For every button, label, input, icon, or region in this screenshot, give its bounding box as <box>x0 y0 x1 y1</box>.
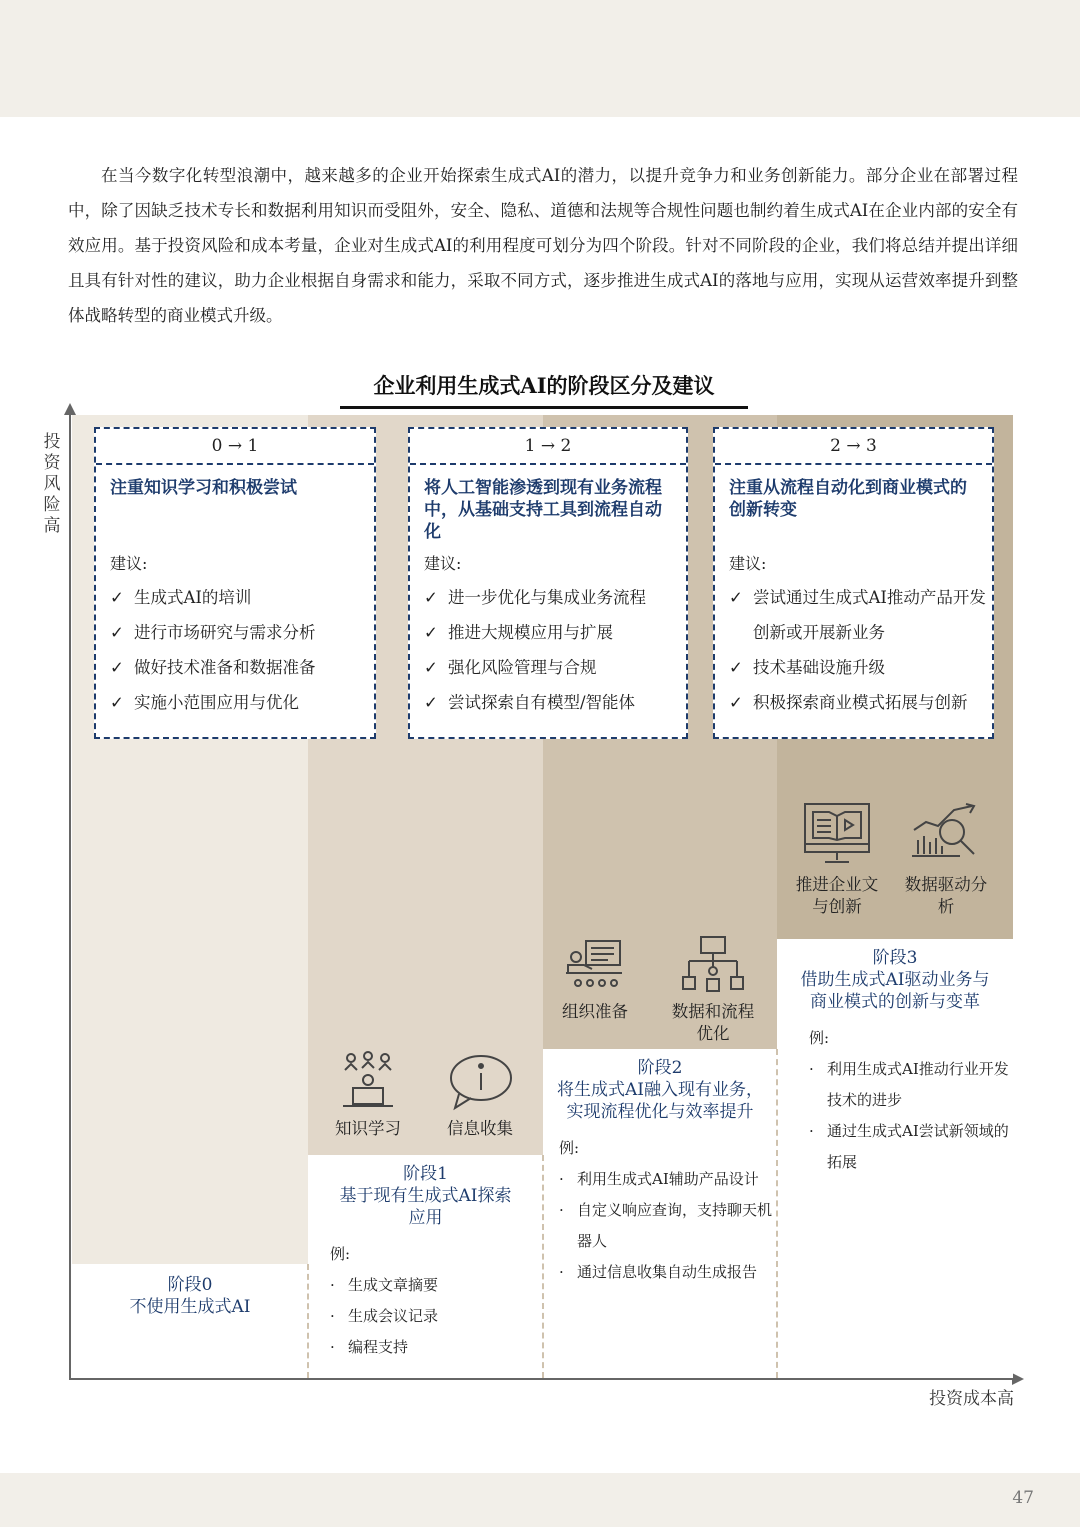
y-axis-label: 投资风险高 <box>43 432 61 536</box>
list-item: ✓ 尝试探索自有模型/智能体 <box>424 685 686 720</box>
recommendation-list <box>96 580 374 720</box>
info-bubble-icon <box>445 1050 515 1112</box>
example-label: 例: <box>809 1029 830 1047</box>
icon-label: 知识学习 <box>335 1119 401 1138</box>
list-item: ✓ 推进大规模应用与扩展 <box>424 615 686 650</box>
recommendation-box-1-2 <box>408 427 688 739</box>
example-list <box>543 1164 777 1288</box>
recommendation-label: 建议: <box>729 554 767 573</box>
example-label: 例: <box>330 1245 351 1263</box>
transition-label: 2 → 3 <box>715 429 992 465</box>
stage-divider <box>542 1155 544 1378</box>
stage-divider <box>776 1049 778 1378</box>
recommendation-box-0-1 <box>94 427 376 739</box>
stage-divider <box>307 1264 309 1378</box>
example-label: 例: <box>559 1139 580 1157</box>
list-item: ✓ 做好技术准备和数据准备 <box>110 650 374 685</box>
list-item: ✓ 技术基础设施升级 <box>729 650 992 685</box>
list-item: ✓ 积极探索商业模式拓展与创新 <box>729 685 992 720</box>
org-readiness-icon <box>564 935 626 995</box>
recommendation-focus: 注重知识学习和积极尝试 <box>110 478 297 498</box>
stage-description: 不使用生成式AI <box>129 1297 251 1317</box>
bottom-band <box>0 1473 1080 1527</box>
icon-label: 组织准备 <box>562 1002 628 1021</box>
recommendation-label: 建议: <box>110 554 148 573</box>
recommendation-focus: 将人工智能渗透到现有业务流程中，从基础支持工具到流程自动化 <box>424 478 662 542</box>
stage1-box <box>308 1155 543 1378</box>
stage2-box <box>543 1049 777 1378</box>
page-number: 47 <box>1012 1488 1034 1508</box>
list-item: · 通过信息收集自动生成报告 <box>557 1257 777 1288</box>
example-list <box>777 1054 1013 1178</box>
icon-label: 信息收集 <box>447 1119 513 1138</box>
icon-group-flow <box>664 935 762 1045</box>
icon-label: 推进企业文与创新 <box>795 875 879 916</box>
stage-name: 阶段0 <box>167 1275 213 1295</box>
flowchart-icon <box>681 935 745 995</box>
list-item: · 编程支持 <box>328 1332 543 1363</box>
stage-description: 借助生成式AI驱动业务与商业模式的创新与变革 <box>800 970 990 1012</box>
icon-group-info <box>434 1050 526 1140</box>
intro-paragraph: 在当今数字化转型浪潮中，越来越多的企业开始探索生成式AI的潜力，以提升竞争力和业务创新能力。部分企业在部署过程中，除了因缺乏技术专长和数据利用知识而受阻外，安全、隐私、道德和法规等合规性问题也制约着生成式AI在企业内部的安全有效应用。基于投资风险和成本考量，企业对生成式AI的利用程度可划分为四个阶段。针对不同阶段的企业，我们将总结并提出详细且具有针对性的建议，助力企业根据自身需求和能力，采取不同方式，逐步推进生成式AI的落地与应用，实现从运营效率提升到整体战略转型的商业模式升级。 <box>68 166 1018 325</box>
monitor-book-icon <box>801 800 873 868</box>
stage-name: 阶段3 <box>872 948 918 968</box>
icon-group-org <box>550 935 640 1023</box>
icon-group-data <box>902 800 990 918</box>
list-item: · 生成会议记录 <box>328 1301 543 1332</box>
stage-name: 阶段1 <box>403 1164 448 1184</box>
stage-description: 将生成式AI融入现有业务，实现流程优化与效率提升 <box>557 1080 763 1122</box>
y-axis <box>69 414 71 1380</box>
list-item: ✓ 进一步优化与集成业务流程 <box>424 580 686 615</box>
stage0-box <box>72 1264 308 1378</box>
stage-name: 阶段2 <box>637 1058 683 1078</box>
list-item: · 利用生成式AI推动行业开发技术的进步 <box>807 1054 1013 1116</box>
recommendation-list <box>410 580 686 720</box>
people-learning-icon <box>337 1050 399 1112</box>
recommendation-focus: 注重从流程自动化到商业模式的创新转变 <box>729 478 967 520</box>
stage-description: 基于现有生成式AI探索应用 <box>339 1186 512 1228</box>
list-item: ✓ 尝试通过生成式AI推动产品开发创新或开展新业务 <box>729 580 992 650</box>
list-item: ✓ 实施小范围应用与优化 <box>110 685 374 720</box>
icon-label: 数据驱动分析 <box>904 875 988 916</box>
recommendation-list <box>715 580 992 720</box>
y-axis-arrow <box>64 403 76 415</box>
recommendation-box-2-3 <box>713 427 994 739</box>
x-axis <box>70 1378 1016 1380</box>
transition-label: 0 → 1 <box>96 429 374 465</box>
data-analysis-icon <box>910 800 982 868</box>
stage3-box <box>777 939 1013 1378</box>
example-list <box>308 1270 543 1363</box>
list-item: · 通过生成式AI尝试新领域的拓展 <box>807 1116 1013 1178</box>
list-item: ✓ 进行市场研究与需求分析 <box>110 615 374 650</box>
list-item: · 自定义响应查询，支持聊天机器人 <box>557 1195 777 1257</box>
list-item: · 生成文章摘要 <box>328 1270 543 1301</box>
transition-label: 1 → 2 <box>410 429 686 465</box>
icon-label: 数据和流程优化 <box>671 1002 755 1043</box>
top-band <box>0 0 1080 117</box>
list-item: · 利用生成式AI辅助产品设计 <box>557 1164 777 1195</box>
icon-group-knowledge <box>322 1050 414 1140</box>
list-item: ✓ 强化风险管理与合规 <box>424 650 686 685</box>
figure-title: 企业利用生成式AI的阶段区分及建议 <box>340 370 748 409</box>
icon-group-culture <box>790 800 884 918</box>
list-item: ✓ 生成式AI的培训 <box>110 580 374 615</box>
recommendation-label: 建议: <box>424 554 462 573</box>
x-axis-label: 投资成本高 <box>929 1389 1014 1409</box>
